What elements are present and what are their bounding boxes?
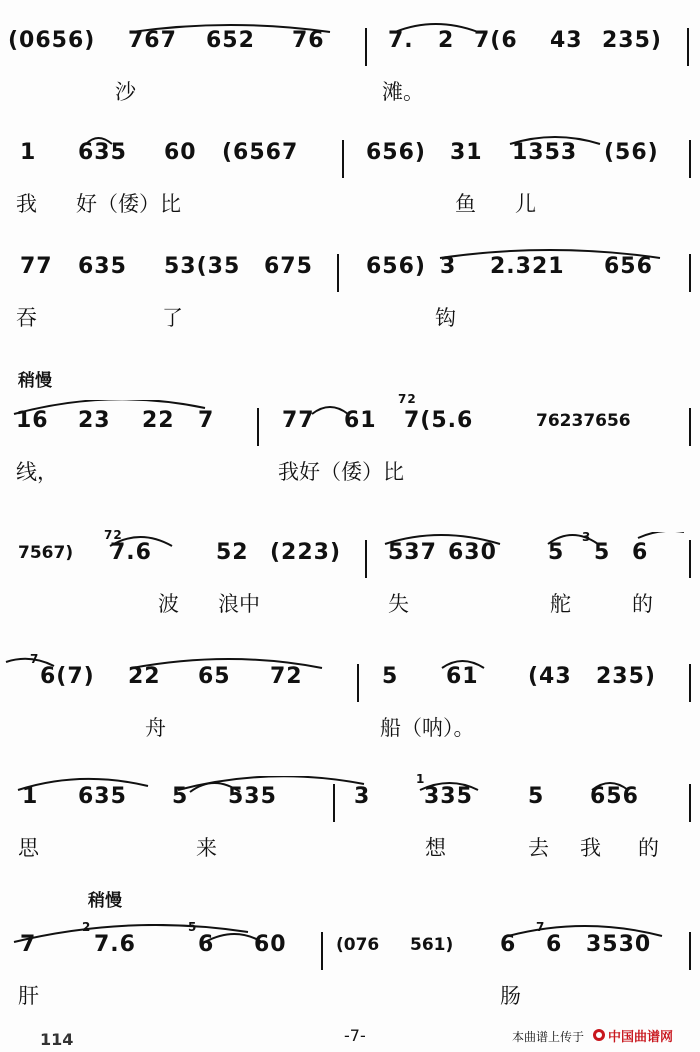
grace-note: 7	[30, 652, 40, 666]
score-system-7	[0, 772, 700, 872]
note-group: (6567	[222, 140, 299, 165]
score-system-2	[0, 132, 700, 228]
note-group: 1353	[512, 140, 578, 165]
grace-note: 1	[416, 772, 426, 786]
grace-note: 7	[536, 920, 546, 934]
note-group: (076	[336, 935, 380, 955]
note-group: 7(5.6	[404, 408, 474, 433]
note-group: 77	[282, 408, 315, 433]
lyric: 思	[18, 836, 39, 860]
note-group: 1	[20, 140, 37, 165]
note-group: 22	[142, 408, 175, 433]
score-system-4	[0, 392, 700, 496]
note-group: (43	[528, 664, 572, 689]
lyric: 我	[580, 836, 601, 860]
note-group: 675	[264, 254, 313, 279]
note-group: 6	[632, 540, 649, 565]
corner-page-number: 114	[40, 1030, 74, 1049]
site-name: 中国曲谱网	[608, 1030, 674, 1045]
note-group: 5	[594, 540, 611, 565]
note-group: 630	[448, 540, 497, 565]
note-group: 76	[292, 28, 325, 53]
lyric: 想	[425, 836, 446, 860]
note-group: 235)	[602, 28, 662, 53]
note-group: 23	[78, 408, 111, 433]
note-group: 635	[78, 784, 127, 809]
score-system-1	[0, 20, 700, 116]
lyric: 肠	[500, 984, 521, 1008]
grace-note: 3	[582, 530, 592, 544]
note-group: 7.	[388, 28, 414, 53]
note-group: 61	[446, 664, 479, 689]
note-group: (223)	[270, 540, 342, 565]
note-group: 72	[270, 664, 303, 689]
note-group: 6	[546, 932, 563, 957]
note-group: 656)	[366, 140, 426, 165]
note-group: 7	[198, 408, 215, 433]
score-system-8	[0, 920, 700, 1020]
lyric: 钩	[435, 306, 456, 330]
score-system-5	[0, 528, 700, 628]
lyric: 肝	[18, 984, 39, 1008]
note-group: 767	[128, 28, 177, 53]
note-group: 16	[16, 408, 49, 433]
note-group: 61	[344, 408, 377, 433]
note-group: 635	[78, 254, 127, 279]
grace-note: 72	[398, 392, 417, 406]
note-group: 60	[254, 932, 287, 957]
lyric: 舵	[550, 592, 571, 616]
lyric: 沙	[115, 80, 136, 104]
lyric: 我	[16, 192, 37, 216]
lyric: 来	[196, 836, 217, 860]
grace-note: 2	[82, 920, 92, 934]
note-group: 7567)	[18, 543, 74, 563]
lyric: 吞	[16, 306, 37, 330]
lyric: 线，	[16, 460, 58, 484]
note-group: 3	[354, 784, 371, 809]
note-group: 656)	[366, 254, 426, 279]
note-group: 5	[548, 540, 565, 565]
lyric: 了	[162, 306, 183, 330]
tempo-marking: 稍慢	[88, 891, 122, 911]
note-group: 31	[450, 140, 483, 165]
note-group: 7	[20, 932, 37, 957]
upload-note: 本曲谱上传于	[512, 1030, 585, 1044]
note-group: 2	[438, 28, 455, 53]
note-group: 52	[216, 540, 249, 565]
lyric: 鱼	[455, 192, 476, 216]
note-group: 635	[78, 140, 127, 165]
note-group: 7.6	[94, 932, 136, 957]
lyric: 船（呐）。	[380, 716, 475, 740]
lyric: 我好（倭）比	[278, 460, 404, 484]
lyric: 好（倭）比	[76, 192, 181, 216]
lyric: 浪中	[218, 592, 260, 616]
lyric: 的	[638, 836, 659, 860]
site-logo-icon	[592, 1027, 606, 1046]
note-group: 53(35	[164, 254, 241, 279]
note-group: (56)	[604, 140, 659, 165]
note-group: 5	[382, 664, 399, 689]
lyric: 儿	[515, 192, 536, 216]
note-group: 60	[164, 140, 197, 165]
note-group: 3530	[586, 932, 652, 957]
lyric: 失	[388, 592, 409, 616]
note-group: 2.321	[490, 254, 565, 279]
note-group: 5	[172, 784, 189, 809]
note-group: 77	[20, 254, 53, 279]
note-group: 5	[528, 784, 545, 809]
note-group: 335	[424, 784, 473, 809]
note-group: 535	[228, 784, 277, 809]
note-group: 6(7)	[40, 664, 95, 689]
score-system-6	[0, 652, 700, 752]
note-group: 7.6	[110, 540, 152, 565]
score-system-3	[0, 246, 700, 342]
note-group: 22	[128, 664, 161, 689]
note-group: 1	[22, 784, 39, 809]
lyric: 波	[158, 592, 179, 616]
lyric: 滩。	[382, 80, 424, 104]
note-group: (0656)	[8, 28, 96, 53]
note-group: 65	[198, 664, 231, 689]
note-group: 537	[388, 540, 437, 565]
grace-note: 72	[104, 528, 123, 542]
grace-note: 5	[188, 920, 198, 934]
tempo-marking: 稍慢	[18, 371, 52, 391]
note-group: 6	[500, 932, 517, 957]
page-number: -7-	[344, 1026, 366, 1045]
note-group: 652	[206, 28, 255, 53]
lyric: 的	[632, 592, 653, 616]
note-group: 561)	[410, 935, 454, 955]
note-group: 235)	[596, 664, 656, 689]
lyric: 舟	[145, 716, 166, 740]
note-group: 656	[604, 254, 653, 279]
note-group: 656	[590, 784, 639, 809]
note-group: 7(6	[474, 28, 518, 53]
note-group: 3	[440, 254, 457, 279]
note-group: 43	[550, 28, 583, 53]
note-group: 76237656	[536, 411, 631, 431]
note-group: 6	[198, 932, 215, 957]
lyric: 去	[528, 836, 549, 860]
